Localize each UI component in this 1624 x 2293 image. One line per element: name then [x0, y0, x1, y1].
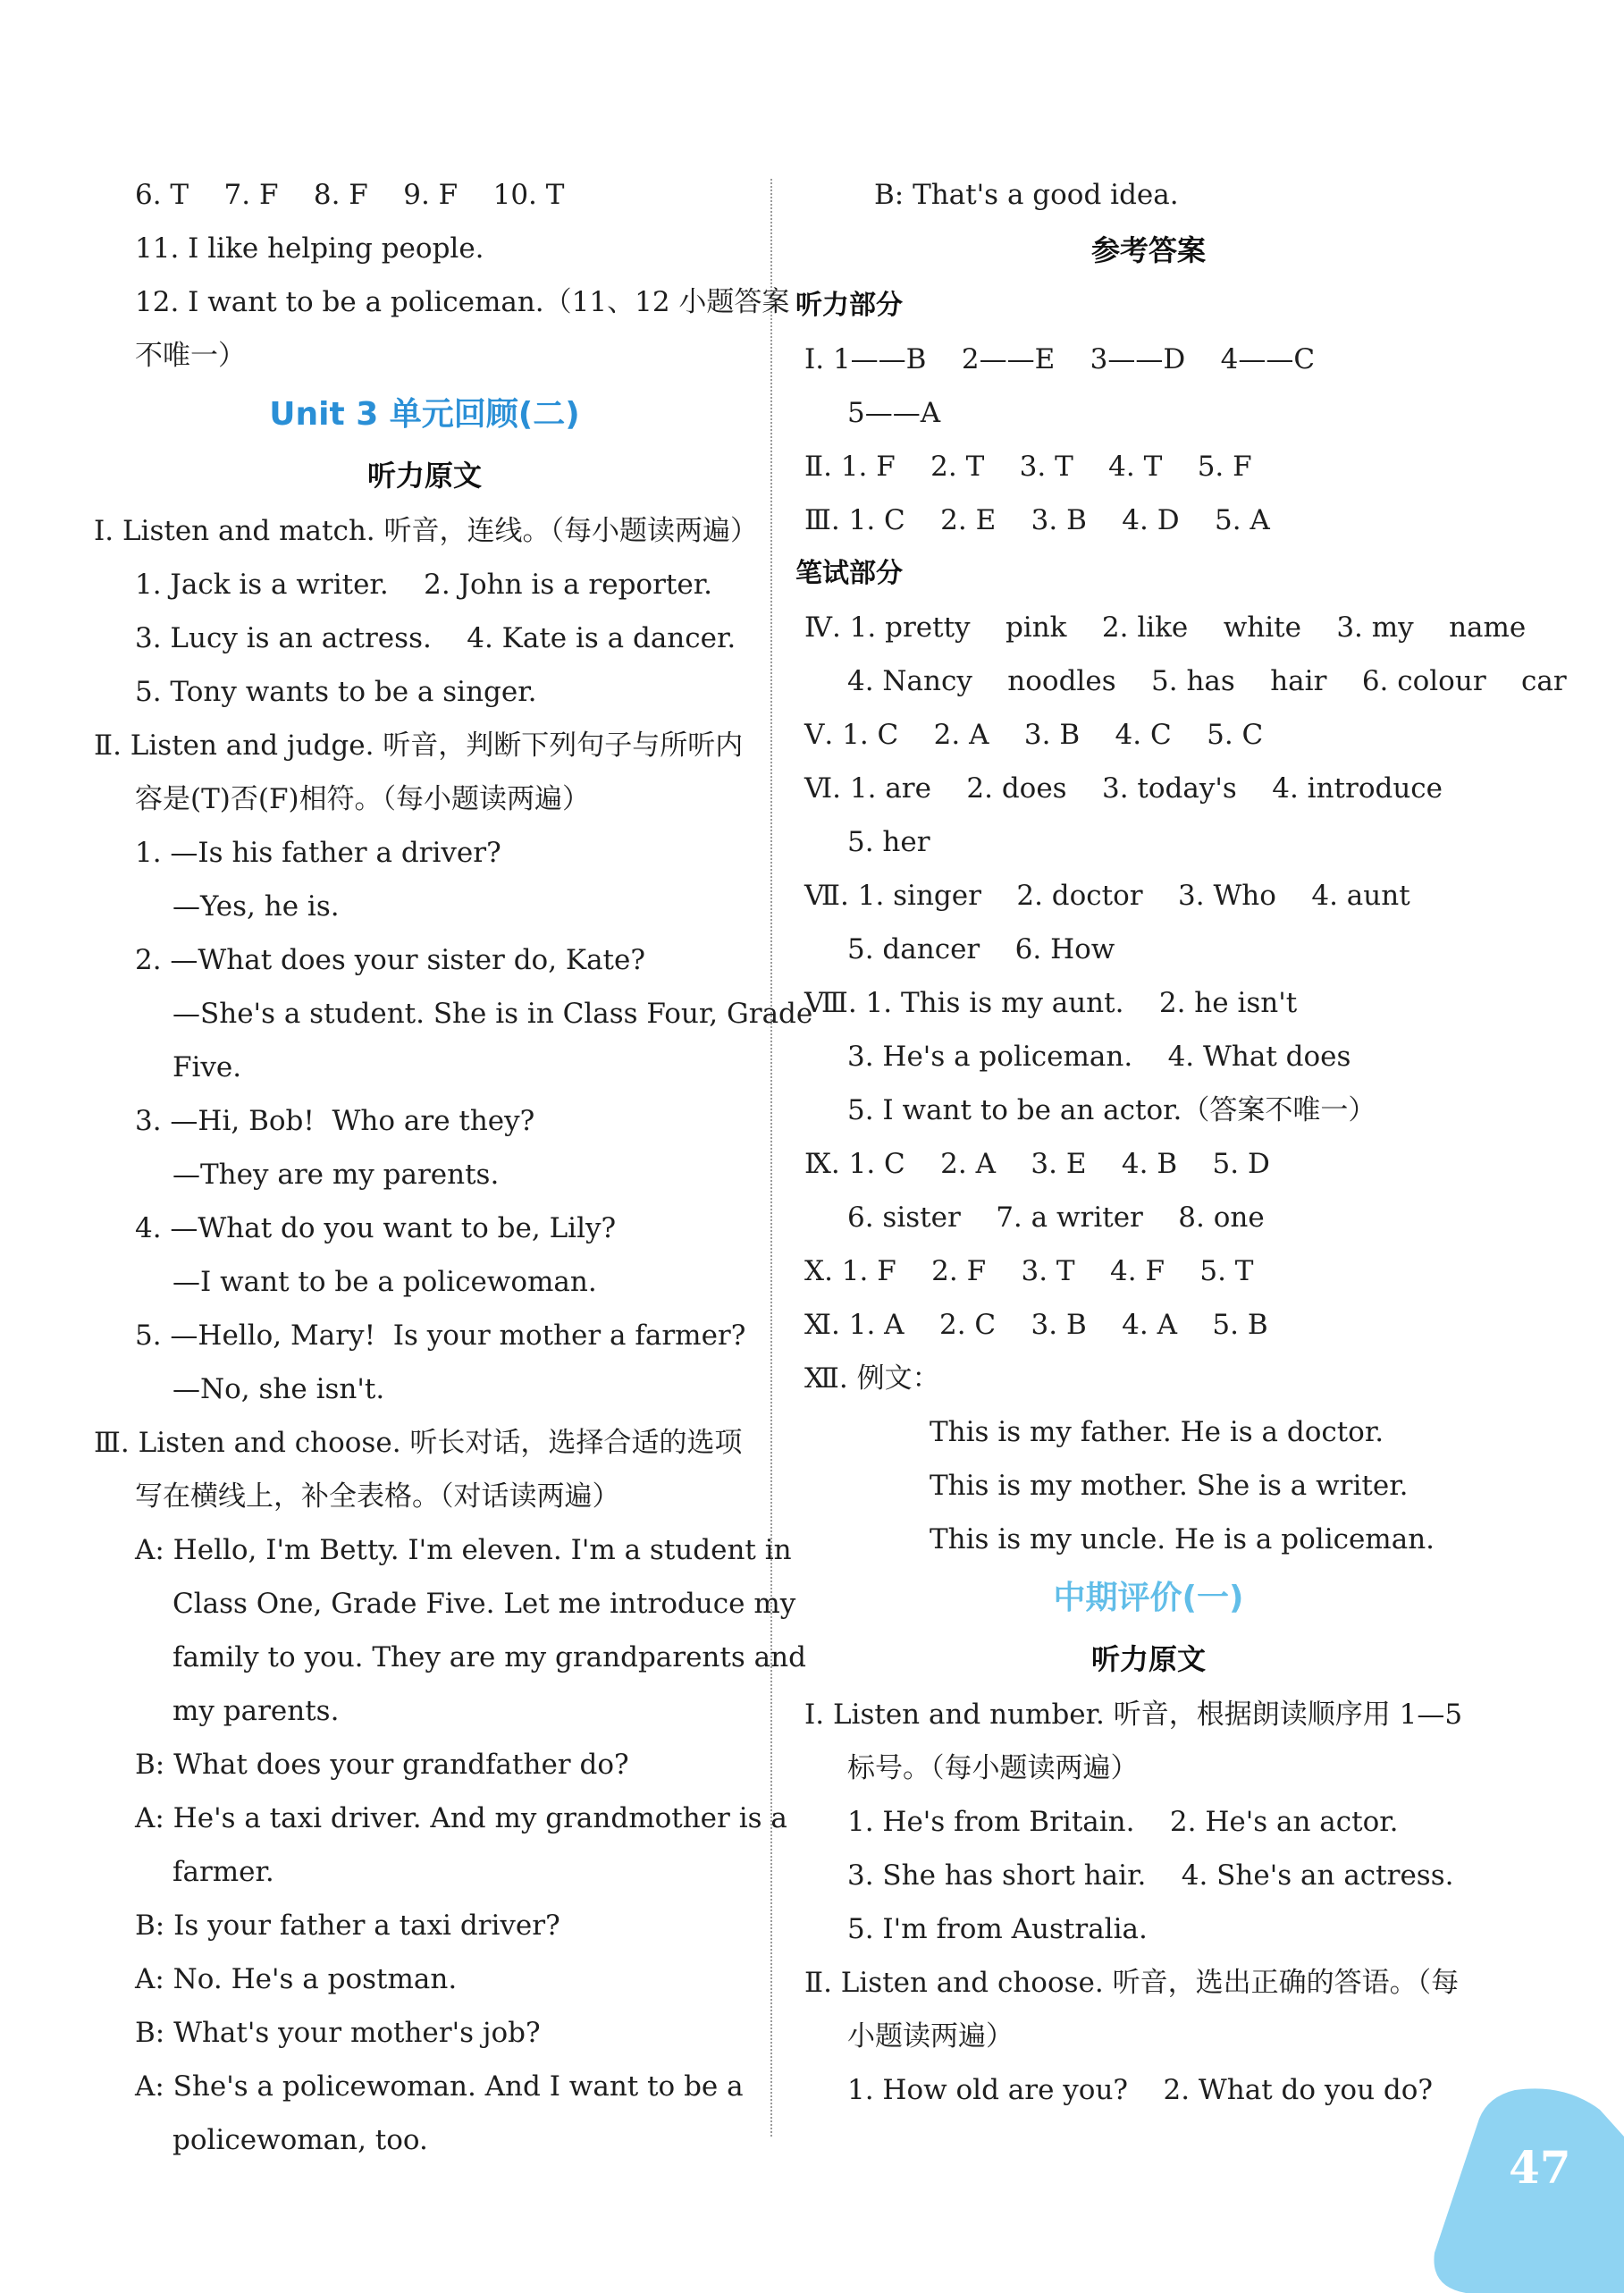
- text-line: —Yes, he is.: [172, 890, 340, 923]
- midterm-listening-title: 听力原文: [1090, 1642, 1206, 1676]
- answers-title: 参考答案: [1090, 233, 1206, 267]
- answer-line: 不唯一）: [135, 340, 246, 372]
- text-line: 3. She has short hair. 4. She's an actress.: [847, 1859, 1454, 1892]
- dialog-line: B: What's your mother's job?: [135, 2017, 541, 2049]
- dialog-line: farmer.: [172, 1856, 274, 1888]
- answer-line: Ⅱ. 1. F 2. T 3. T 4. T 5. F: [804, 451, 1252, 483]
- text-line: 5. Tony wants to be a singer.: [135, 676, 537, 708]
- text-line: 1. He's from Britain. 2. He's an actor.: [847, 1806, 1399, 1838]
- answer-line: 11. I like helping people.: [135, 232, 484, 265]
- answer-line: Ⅶ. 1. singer 2. doctor 3. Who 4. aunt: [804, 880, 1410, 912]
- part1-heading: Ⅰ. Listen and match. 听音，连线。（每小题读两遍）: [94, 515, 758, 547]
- written-section-heading: 笔试部分: [795, 558, 903, 589]
- sample-sentence: This is my uncle. He is a policeman.: [930, 1523, 1435, 1555]
- midterm-heading: Ⅱ. Listen and choose. 听音，选出正确的答语。（每: [804, 1967, 1460, 1999]
- text-line: —They are my parents.: [172, 1159, 500, 1191]
- dialog-line: A: Hello, I'm Betty. I'm eleven. I'm a student in: [135, 1534, 792, 1566]
- text-line: —I want to be a policewoman.: [172, 1266, 597, 1298]
- listening-section-heading: 听力部分: [795, 290, 903, 321]
- answer-line: Ⅻ. 例文：: [804, 1362, 940, 1395]
- part3-heading: Ⅲ. Listen and choose. 听长对话，选择合适的选项: [94, 1427, 743, 1459]
- answer-line: 6. sister 7. a writer 8. one: [847, 1201, 1265, 1234]
- text-line: Five.: [172, 1051, 242, 1083]
- answer-line: 12. I want to be a policeman.（11、12 小题答案: [135, 286, 790, 318]
- part3-heading-cont: 写在横线上，补全表格。（对话读两遍）: [135, 1480, 620, 1513]
- answer-line: Ⅳ. 1. pretty pink 2. like white 3. my name: [804, 611, 1527, 644]
- dialog-line: B: What does your grandfather do?: [135, 1749, 629, 1781]
- left-column: [94, 168, 813, 2167]
- dialog-line: A: No. He's a postman.: [135, 1963, 458, 1995]
- right-column: [795, 168, 1567, 2117]
- text-line: —No, she isn't.: [172, 1373, 385, 1405]
- answer-line: Ⅲ. 1. C 2. E 3. B 4. D 5. A: [804, 504, 1270, 536]
- unit-title: Unit 3 单元回顾(二): [269, 396, 580, 433]
- answer-line: Ⅹ. 1. F 2. F 3. T 4. F 5. T: [804, 1255, 1254, 1287]
- answer-line: Ⅺ. 1. A 2. C 3. B 4. A 5. B: [804, 1309, 1268, 1341]
- answer-line: Ⅸ. 1. C 2. A 3. E 4. B 5. D: [804, 1148, 1270, 1180]
- text-line: 2. —What does your sister do, Kate?: [135, 944, 645, 976]
- midterm-title: 中期评价(一): [1053, 1580, 1244, 1616]
- answer-line: Ⅵ. 1. are 2. does 3. today's 4. introduce: [804, 772, 1443, 805]
- text-line: 3. —Hi, Bob! Who are they?: [135, 1105, 535, 1137]
- text-line: 5. I'm from Australia.: [847, 1913, 1148, 1945]
- text-line: 1. Jack is a writer. 2. John is a reporter.: [135, 569, 712, 601]
- answer-line: Ⅴ. 1. C 2. A 3. B 4. C 5. C: [804, 719, 1264, 751]
- dialog-line: A: She's a policewoman. And I want to be a: [135, 2070, 744, 2103]
- dialog-line: Class One, Grade Five. Let me introduce my: [172, 1588, 796, 1620]
- answer-line: 5. dancer 6. How: [847, 933, 1115, 965]
- text-line: 5. —Hello, Mary! Is your mother a farmer?: [135, 1319, 746, 1352]
- answer-line: 4. Nancy noodles 5. has hair 6. colour car: [847, 665, 1567, 697]
- answer-line: Ⅰ. 1——B 2——E 3——D 4——C: [804, 343, 1316, 375]
- text-line: 4. —What do you want to be, Lily?: [135, 1212, 617, 1244]
- text-line: —She's a student. She is in Class Four, Grade: [172, 998, 813, 1030]
- listening-title: 听力原文: [366, 459, 482, 493]
- answer-line: 3. He's a policeman. 4. What does: [847, 1041, 1351, 1073]
- text-line: 3. Lucy is an actress. 4. Kate is a dancer.: [135, 622, 736, 654]
- dialog-line: policewoman, too.: [172, 2124, 428, 2156]
- answer-line: 5——A: [847, 397, 941, 429]
- answer-line: Ⅷ. 1. This is my aunt. 2. he isn't: [804, 987, 1298, 1019]
- dialog-line: B: That's a good idea.: [874, 179, 1179, 211]
- text-line: 1. How old are you? 2. What do you do?: [847, 2074, 1434, 2106]
- dialog-line: B: Is your father a taxi driver?: [135, 1909, 560, 1942]
- midterm-heading-cont: 标号。（每小题读两遍）: [847, 1752, 1139, 1784]
- answer-line: 5. her: [847, 826, 930, 858]
- part2-heading-cont: 容是(T)否(F)相符。（每小题读两遍）: [135, 783, 591, 815]
- sample-sentence: This is my father. He is a doctor.: [930, 1416, 1384, 1448]
- dialog-line: my parents.: [172, 1695, 340, 1727]
- answer-line: 5. I want to be an actor.（答案不唯一）: [847, 1094, 1376, 1126]
- sample-sentence: This is my mother. She is a writer.: [930, 1470, 1409, 1502]
- midterm-heading: Ⅰ. Listen and number. 听音，根据朗读顺序用 1—5: [804, 1699, 1463, 1731]
- page-number: 47: [1509, 2141, 1571, 2194]
- dialog-line: family to you. They are my grandparents and: [172, 1641, 806, 1673]
- midterm-heading-cont: 小题读两遍）: [847, 2020, 1014, 2053]
- dialog-line: A: He's a taxi driver. And my grandmother is a: [135, 1802, 787, 1834]
- part2-heading: Ⅱ. Listen and judge. 听音，判断下列句子与所听内: [94, 729, 744, 762]
- answer-line: 6. T 7. F 8. F 9. F 10. T: [135, 179, 565, 211]
- text-line: 1. —Is his father a driver?: [135, 837, 501, 869]
